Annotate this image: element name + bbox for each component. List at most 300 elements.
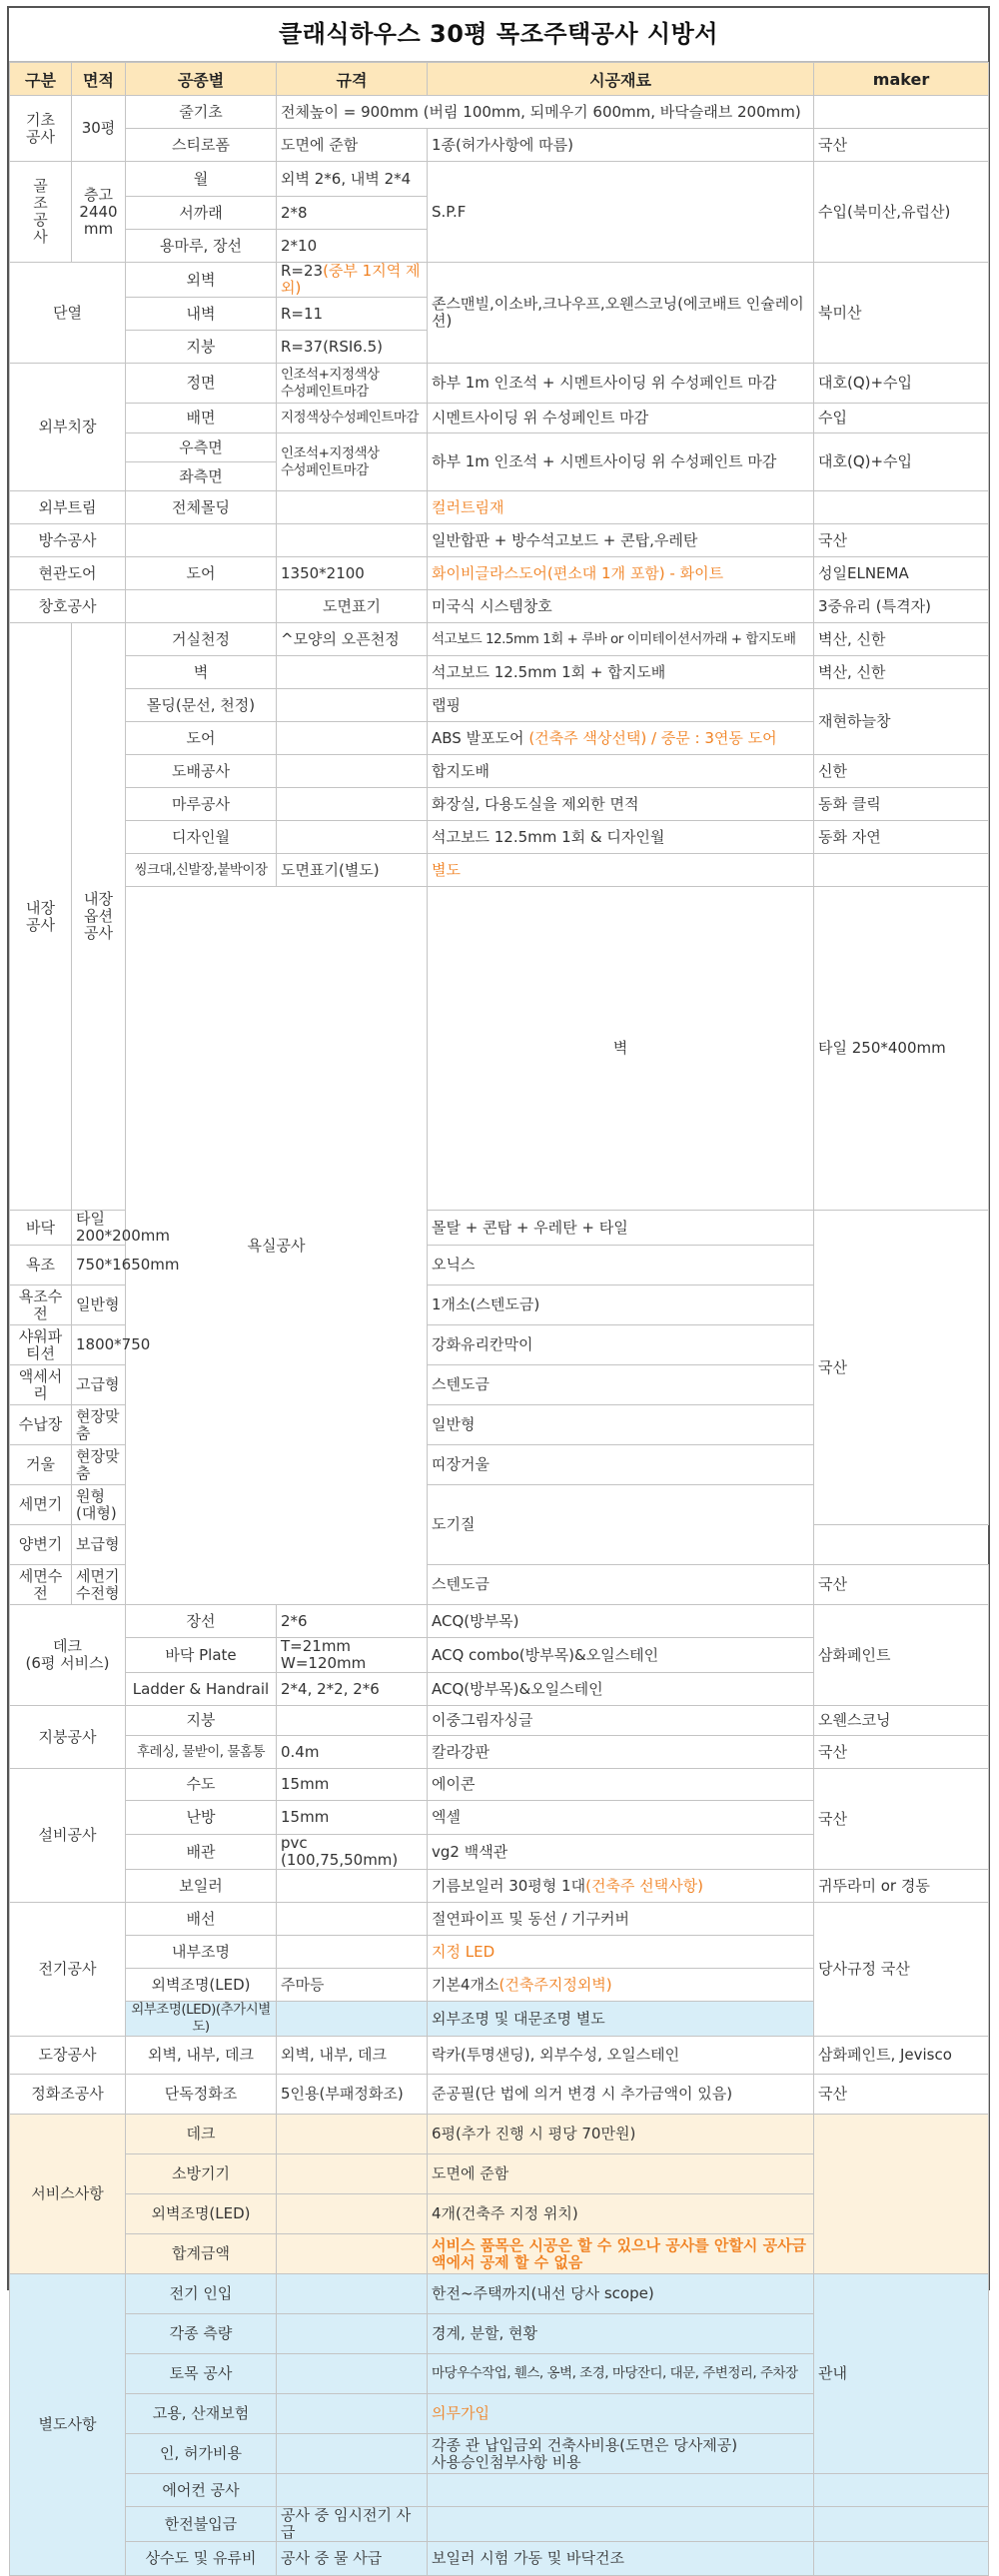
cell-text: 하부 1m 인조석 + 시멘트사이딩 위 수성페인트 마감 xyxy=(432,374,777,392)
table-cell xyxy=(814,656,989,689)
cell-text: 욕조 xyxy=(26,1256,55,1274)
cell-text: 국산 xyxy=(818,530,847,549)
cell-text: ACQ combo(방부목)&오일스테인 xyxy=(432,1645,659,1664)
table-cell xyxy=(428,524,814,557)
table-cell xyxy=(277,433,428,491)
table-cell xyxy=(428,689,814,722)
cell-text: 외부트림 xyxy=(38,497,97,516)
cell-text: 사용승인첨부사항 비용 xyxy=(432,2452,581,2471)
table-cell xyxy=(428,2394,814,2434)
table-cell xyxy=(10,2115,126,2274)
table-cell xyxy=(428,1286,814,1325)
cell-text: 락카(투명샌딩), 외부수성, 오일스테인 xyxy=(432,2046,680,2064)
table-cell xyxy=(126,2002,277,2037)
table-cell xyxy=(277,2154,428,2194)
table-cell xyxy=(428,129,814,162)
table-cell xyxy=(277,2434,428,2474)
table-cell xyxy=(814,433,989,491)
table-cell xyxy=(72,1325,151,1365)
table-cell xyxy=(277,230,428,263)
table-row xyxy=(10,524,989,557)
page-title: 클래식하우스 30평 목조주택공사 시방서 xyxy=(9,8,988,62)
cell-text: 2440 xyxy=(79,202,118,221)
table-row xyxy=(10,96,989,129)
cell-text: 2*4, 2*2, 2*6 xyxy=(281,1679,380,1698)
table-cell xyxy=(814,1769,989,1870)
table-cell xyxy=(277,2075,428,2115)
cell-text: 석고보드 12.5mm 1회 + 합지도배 xyxy=(432,662,666,681)
table-row xyxy=(10,623,989,656)
cell-text: 소방기기 xyxy=(172,2164,230,2182)
table-cell xyxy=(72,1246,180,1286)
table-cell xyxy=(126,1801,277,1835)
table-cell xyxy=(277,1801,428,1835)
cell-text: 이중그림자싱글 xyxy=(432,1711,533,1729)
table-cell xyxy=(72,1210,170,1246)
cell-text: 마루공사 xyxy=(172,794,230,813)
cell-text: 욕실공사 xyxy=(247,1236,306,1255)
cell-text: 현장맞춤 xyxy=(76,1446,120,1482)
table-row xyxy=(10,2542,989,2576)
cell-text: 좌측면 xyxy=(179,466,223,485)
cell-text: pvc (100,75,50mm) xyxy=(281,1834,399,1869)
cell-text: 외벽조명(LED) xyxy=(151,2204,251,2222)
table-cell xyxy=(277,854,428,887)
cell-text: vg2 백색관 xyxy=(432,1842,508,1861)
cell-text: 단독정화조 xyxy=(164,2085,238,2103)
table-row xyxy=(10,2115,989,2154)
table-cell xyxy=(814,755,989,788)
cell-text: 도어 xyxy=(186,563,216,582)
cell-text: 공사 xyxy=(26,127,55,146)
table-row xyxy=(10,364,989,404)
cell-text: 창호공사 xyxy=(38,596,97,615)
table-cell xyxy=(72,162,126,263)
table-cell xyxy=(428,2037,814,2075)
cell-text: 일반형 xyxy=(76,1295,120,1313)
table-cell xyxy=(10,557,126,590)
table-cell xyxy=(126,524,277,557)
table-cell xyxy=(428,623,814,656)
cell-text: 공사 xyxy=(26,915,55,934)
cell-text: 도면표기 xyxy=(323,596,381,615)
cell-text: 수입 xyxy=(818,409,847,427)
table-cell xyxy=(126,2274,277,2314)
table-cell xyxy=(126,1870,277,1903)
cell-text: 정화조공사 xyxy=(31,2085,104,2103)
table-cell xyxy=(126,623,277,656)
cell-text: 엑셀 xyxy=(432,1808,461,1826)
cell-text: 공사 xyxy=(84,924,113,942)
table-cell xyxy=(10,623,72,1211)
table-cell xyxy=(126,197,277,230)
table-cell xyxy=(10,1246,72,1286)
table-cell xyxy=(428,162,814,263)
cell-text: 수도 xyxy=(186,1775,216,1793)
table-row xyxy=(10,755,989,788)
col-header-maker: maker xyxy=(814,63,989,96)
table-row xyxy=(10,2037,989,2075)
table-cell xyxy=(10,2274,126,2576)
table-header-row xyxy=(10,63,989,96)
cell-text: 주마등 xyxy=(281,1975,325,1994)
table-row xyxy=(10,557,989,590)
cell-text: 현관도어 xyxy=(38,563,97,582)
table-row xyxy=(10,2274,989,2314)
table-cell xyxy=(428,1638,814,1673)
spec-table-body xyxy=(10,96,989,2576)
cell-text: 바닥 Plate xyxy=(165,1645,237,1664)
table-cell xyxy=(126,1769,277,1801)
cell-text: 에이콘 xyxy=(432,1775,476,1793)
table-cell xyxy=(428,1903,814,1936)
table-cell xyxy=(814,2274,989,2474)
table-cell xyxy=(72,1525,126,1565)
table-cell xyxy=(814,364,989,404)
table-cell xyxy=(814,96,989,129)
cell-text: 0.4m xyxy=(281,1742,320,1761)
table-cell xyxy=(814,1565,989,1605)
table-cell xyxy=(126,557,277,590)
table-cell xyxy=(126,2115,277,2154)
cell-text: 합계금액 xyxy=(172,2244,230,2262)
cell-text: 벽 xyxy=(193,662,209,681)
cell-text: 도면에 준함 xyxy=(432,2164,509,2182)
table-cell xyxy=(126,230,277,263)
cell-text: 인, 허가비용 xyxy=(160,2444,242,2462)
cell-text: 고용, 산재보험 xyxy=(152,2404,250,2422)
cell-note: (중부 1지역 제외) xyxy=(281,262,421,297)
table-cell xyxy=(428,2154,814,2194)
table-cell xyxy=(10,1405,72,1445)
cell-text: 공사 중 임시전기 사급 xyxy=(281,2506,412,2541)
cell-text: 바닥 xyxy=(26,1218,55,1237)
cell-text: 관내 xyxy=(818,2364,847,2382)
table-cell xyxy=(126,854,277,887)
table-cell xyxy=(814,2115,989,2274)
cell-text: 샤워파티션 xyxy=(18,1326,63,1362)
table-cell xyxy=(814,404,989,433)
table-cell xyxy=(428,2354,814,2394)
cell-text: 삼화페인트 xyxy=(818,1645,891,1664)
cell-text: 데크 xyxy=(186,2125,216,2143)
cell-text: 경계, 분할, 현황 xyxy=(432,2324,538,2342)
cell-text: 보급형 xyxy=(76,1535,120,1553)
cell-note: (건축주 색상선택) / 중문 : 3연동 도어 xyxy=(528,728,777,747)
cell-text: 층고 xyxy=(84,185,113,204)
cell-text: 보일러 xyxy=(179,1876,223,1895)
col-header-category: 구분 xyxy=(10,63,72,96)
table-cell xyxy=(428,887,814,1211)
cell-text: 상수도 및 유류비 xyxy=(145,2549,257,2567)
table-cell xyxy=(126,2434,277,2474)
table-cell xyxy=(428,854,814,887)
cell-text: 15mm xyxy=(281,1808,330,1826)
cell-text: 난방 xyxy=(186,1808,216,1826)
table-cell xyxy=(126,2194,277,2234)
table-row xyxy=(10,2507,989,2542)
table-cell xyxy=(72,1286,126,1325)
cell-text: 서까래 xyxy=(179,203,223,222)
table-cell xyxy=(277,2354,428,2394)
table-cell xyxy=(126,2354,277,2394)
cell-text: 하부 1m 인조석 + 시멘트사이딩 위 수성페인트 마감 xyxy=(432,452,777,470)
cell-text: 수성페인트마감 xyxy=(281,461,369,478)
table-cell xyxy=(814,821,989,854)
cell-text: 골 xyxy=(33,177,48,195)
table-cell xyxy=(428,364,814,404)
table-cell xyxy=(277,2115,428,2154)
cell-text: 재현하늘창 xyxy=(818,712,891,730)
table-cell xyxy=(277,689,428,722)
table-cell xyxy=(126,2394,277,2434)
cell-text: 1종(허가사항에 따름) xyxy=(432,135,573,154)
table-cell xyxy=(814,162,989,263)
table-cell xyxy=(428,2542,814,2576)
table-cell xyxy=(277,331,428,364)
table-cell xyxy=(126,2037,277,2075)
table-cell xyxy=(10,1565,72,1605)
cell-text: 내벽 xyxy=(186,304,216,323)
table-cell xyxy=(428,1969,814,2002)
cell-text: 외벽 xyxy=(186,270,216,289)
table-cell xyxy=(10,1365,72,1405)
cell-text: 인조석+지정색상 xyxy=(281,366,380,383)
table-cell xyxy=(10,1525,72,1565)
table-cell xyxy=(277,96,814,129)
cell-note: (건축주지정외벽) xyxy=(499,1975,612,1994)
table-cell xyxy=(277,2474,428,2507)
cell-text: 일반합판 + 방수석고보드 + 콘탑,우레탄 xyxy=(432,530,698,549)
table-cell xyxy=(126,1903,277,1936)
cell-text: 수입(북미산,유럽산) xyxy=(818,202,951,221)
cell-text: mm xyxy=(83,219,114,238)
table-cell xyxy=(428,2434,814,2474)
table-cell xyxy=(126,887,428,1605)
table-cell xyxy=(428,1325,814,1365)
cell-text: 원형(대형) xyxy=(76,1486,117,1522)
cell-text: Ladder & Handrail xyxy=(132,1679,270,1698)
table-cell xyxy=(277,788,428,821)
cell-text: 시멘트사이딩 위 수성페인트 마감 xyxy=(432,409,649,427)
table-cell xyxy=(428,2474,814,2507)
table-cell xyxy=(277,722,428,755)
table-cell xyxy=(277,1903,428,1936)
table-cell xyxy=(10,524,126,557)
table-row xyxy=(10,1903,989,1936)
table-cell xyxy=(10,263,126,364)
table-cell xyxy=(126,1706,277,1736)
cell-text: 3중유리 (특격자) xyxy=(818,596,931,615)
table-row xyxy=(10,1870,989,1903)
table-cell xyxy=(814,1706,989,1736)
table-cell xyxy=(10,590,126,623)
cell-text: 거실천정 xyxy=(172,629,230,648)
cell-text: 스텐도금 xyxy=(432,1375,490,1393)
cell-text: 2*10 xyxy=(281,236,318,255)
cell-text: S.P.F xyxy=(432,202,467,221)
cell-text: 전체높이 = 900mm (버림 100mm, 되메우기 600mm, 바닥슬래브 200mm) xyxy=(281,102,801,121)
table-cell xyxy=(428,1211,814,1246)
table-cell xyxy=(10,2075,126,2115)
table-cell xyxy=(428,2507,814,2542)
table-cell xyxy=(126,263,277,298)
col-header-material: 시공재료 xyxy=(428,63,814,96)
cell-text: 양변기 xyxy=(18,1535,63,1553)
table-cell xyxy=(10,96,72,162)
table-cell xyxy=(10,1445,72,1485)
cell-text: 도면표기(별도) xyxy=(281,860,380,879)
cell-text: 도면에 준함 xyxy=(281,135,359,154)
cell-text: 방수공사 xyxy=(38,530,97,549)
cell-text: 국산 xyxy=(818,135,847,154)
table-cell xyxy=(126,1969,277,2002)
cell-text: 석고보드 12.5mm 1회 + 루바 or 이미테이션서까래 + 합지도배 xyxy=(432,630,796,647)
table-cell xyxy=(428,2314,814,2354)
table-cell xyxy=(428,2115,814,2154)
cell-text: 칼라강판 xyxy=(432,1742,490,1761)
cell-text: 타일 250*400mm xyxy=(818,1039,946,1057)
cell-text: 몰딩(문선, 천정) xyxy=(146,695,256,714)
cell-text: 국산 xyxy=(818,2085,847,2103)
table-cell xyxy=(277,2394,428,2434)
cell-text: 1350*2100 xyxy=(281,563,365,582)
cell-text: 세면수전 xyxy=(18,1566,63,1602)
cell-text: 별도사항 xyxy=(38,2415,97,2433)
cell-text: R=11 xyxy=(281,304,324,323)
cell-text: 수성페인트마감 xyxy=(281,383,369,400)
cell-text: 1개소(스텐도금) xyxy=(432,1295,540,1313)
cell-text: 데크 xyxy=(53,1637,82,1655)
table-cell xyxy=(126,2075,277,2115)
table-cell xyxy=(277,2274,428,2314)
cell-text: 2*8 xyxy=(281,203,308,222)
cell-text: 국산 xyxy=(818,1357,847,1376)
table-cell xyxy=(72,96,126,162)
table-cell xyxy=(277,821,428,854)
cell-text: 지붕 xyxy=(186,337,216,356)
cell-text: 신한 xyxy=(818,761,847,780)
table-cell xyxy=(126,129,277,162)
table-cell xyxy=(277,2314,428,2354)
table-row xyxy=(10,433,989,462)
table-cell xyxy=(428,1445,814,1485)
table-cell xyxy=(10,1325,72,1365)
cell-text: 세면기수전형 xyxy=(76,1566,120,1602)
table-cell xyxy=(277,2507,428,2542)
table-cell xyxy=(428,722,814,755)
cell-text: 지붕공사 xyxy=(38,1727,97,1746)
table-cell xyxy=(814,2075,989,2115)
table-cell xyxy=(428,2234,814,2274)
cell-text: 도장공사 xyxy=(38,2046,97,2064)
table-cell xyxy=(814,2474,989,2507)
cell-text: 강화유리칸막이 xyxy=(432,1335,533,1353)
table-cell xyxy=(277,2234,428,2274)
table-row xyxy=(10,1605,989,1638)
table-cell xyxy=(428,2194,814,2234)
cell-text: 에어컨 공사 xyxy=(162,2480,240,2499)
table-cell xyxy=(126,821,277,854)
cell-text: 미국식 시스템창호 xyxy=(432,596,552,615)
cell-text: 30평 xyxy=(81,119,116,137)
cell-text: 벽산, 신한 xyxy=(818,629,886,648)
table-cell xyxy=(10,491,126,524)
cell-text: 줄기초 xyxy=(179,102,223,121)
table-cell xyxy=(126,788,277,821)
cell-text: 도배공사 xyxy=(172,761,230,780)
table-cell xyxy=(126,755,277,788)
cell-text: 컬러트림재 xyxy=(432,497,504,516)
table-cell xyxy=(10,162,72,263)
cell-text: T=21mm W=120mm xyxy=(281,1637,367,1672)
cell-text: 6평(추가 진행 시 평당 70만원) xyxy=(432,2125,636,2143)
cell-text: 서비스 품목은 시공은 할 수 있으나 공사를 안할시 공사금액에서 공제 할 수 없음 xyxy=(432,2235,807,2271)
table-cell xyxy=(126,2314,277,2354)
cell-text: 귀뚜라미 or 경동 xyxy=(818,1876,930,1895)
table-cell xyxy=(10,1211,72,1246)
table-row xyxy=(10,821,989,854)
table-cell xyxy=(126,364,277,404)
table-row xyxy=(10,656,989,689)
cell-text: 성일ELNEMA xyxy=(818,563,909,582)
table-cell xyxy=(814,557,989,590)
cell-text: 마당우수작업, 휀스, 옹벽, 조경, 마당잔디, 대문, 주변정리, 주차장 xyxy=(432,2365,798,2381)
table-cell xyxy=(277,364,428,404)
cell-text: 도어 xyxy=(186,728,216,747)
cell-text: 별도 xyxy=(432,860,461,879)
table-cell xyxy=(814,524,989,557)
cell-text: 사 xyxy=(33,228,48,246)
cell-text: 몰탈 + 콘탑 + 우레탄 + 타일 xyxy=(432,1218,628,1237)
cell-text: 내장 xyxy=(26,898,55,917)
cell-text: 후레싱, 물받이, 물홈통 xyxy=(136,1743,266,1760)
cell-text: 15mm xyxy=(281,1775,330,1793)
table-cell xyxy=(72,1565,126,1605)
cell-text: 거울 xyxy=(26,1455,55,1473)
cell-text: 월 xyxy=(193,169,209,188)
table-cell xyxy=(126,491,277,524)
cell-text: 전기 인입 xyxy=(169,2284,233,2302)
cell-text: 지붕 xyxy=(186,1711,216,1729)
cell-text: 단열 xyxy=(53,303,82,322)
table-cell xyxy=(814,2037,989,2075)
table-cell xyxy=(126,656,277,689)
cell-text: 기름보일러 30평형 1대 xyxy=(432,1876,586,1895)
table-cell xyxy=(277,129,428,162)
table-cell xyxy=(72,1405,126,1445)
cell-text: 북미산 xyxy=(818,303,862,322)
cell-text: 배선 xyxy=(186,1909,216,1928)
cell-text: 세면기 xyxy=(18,1495,63,1513)
table-cell xyxy=(428,1870,814,1903)
table-cell xyxy=(277,2542,428,2576)
cell-text: 띠장거울 xyxy=(432,1455,490,1473)
cell-text: 타일 200*200mm xyxy=(76,1210,170,1245)
table-cell xyxy=(126,2507,277,2542)
table-cell xyxy=(428,1936,814,1969)
cell-text: 조 xyxy=(33,194,48,212)
spec-table xyxy=(9,62,989,2576)
table-cell xyxy=(277,491,428,524)
table-cell xyxy=(10,1706,126,1769)
cell-text: 화장실, 다용도실을 제외한 면적 xyxy=(432,794,639,813)
cell-text: ^모양의 오픈천정 xyxy=(281,629,400,648)
table-cell xyxy=(814,788,989,821)
table-cell xyxy=(428,1365,814,1405)
table-cell xyxy=(10,1903,126,2037)
table-row xyxy=(10,2474,989,2507)
